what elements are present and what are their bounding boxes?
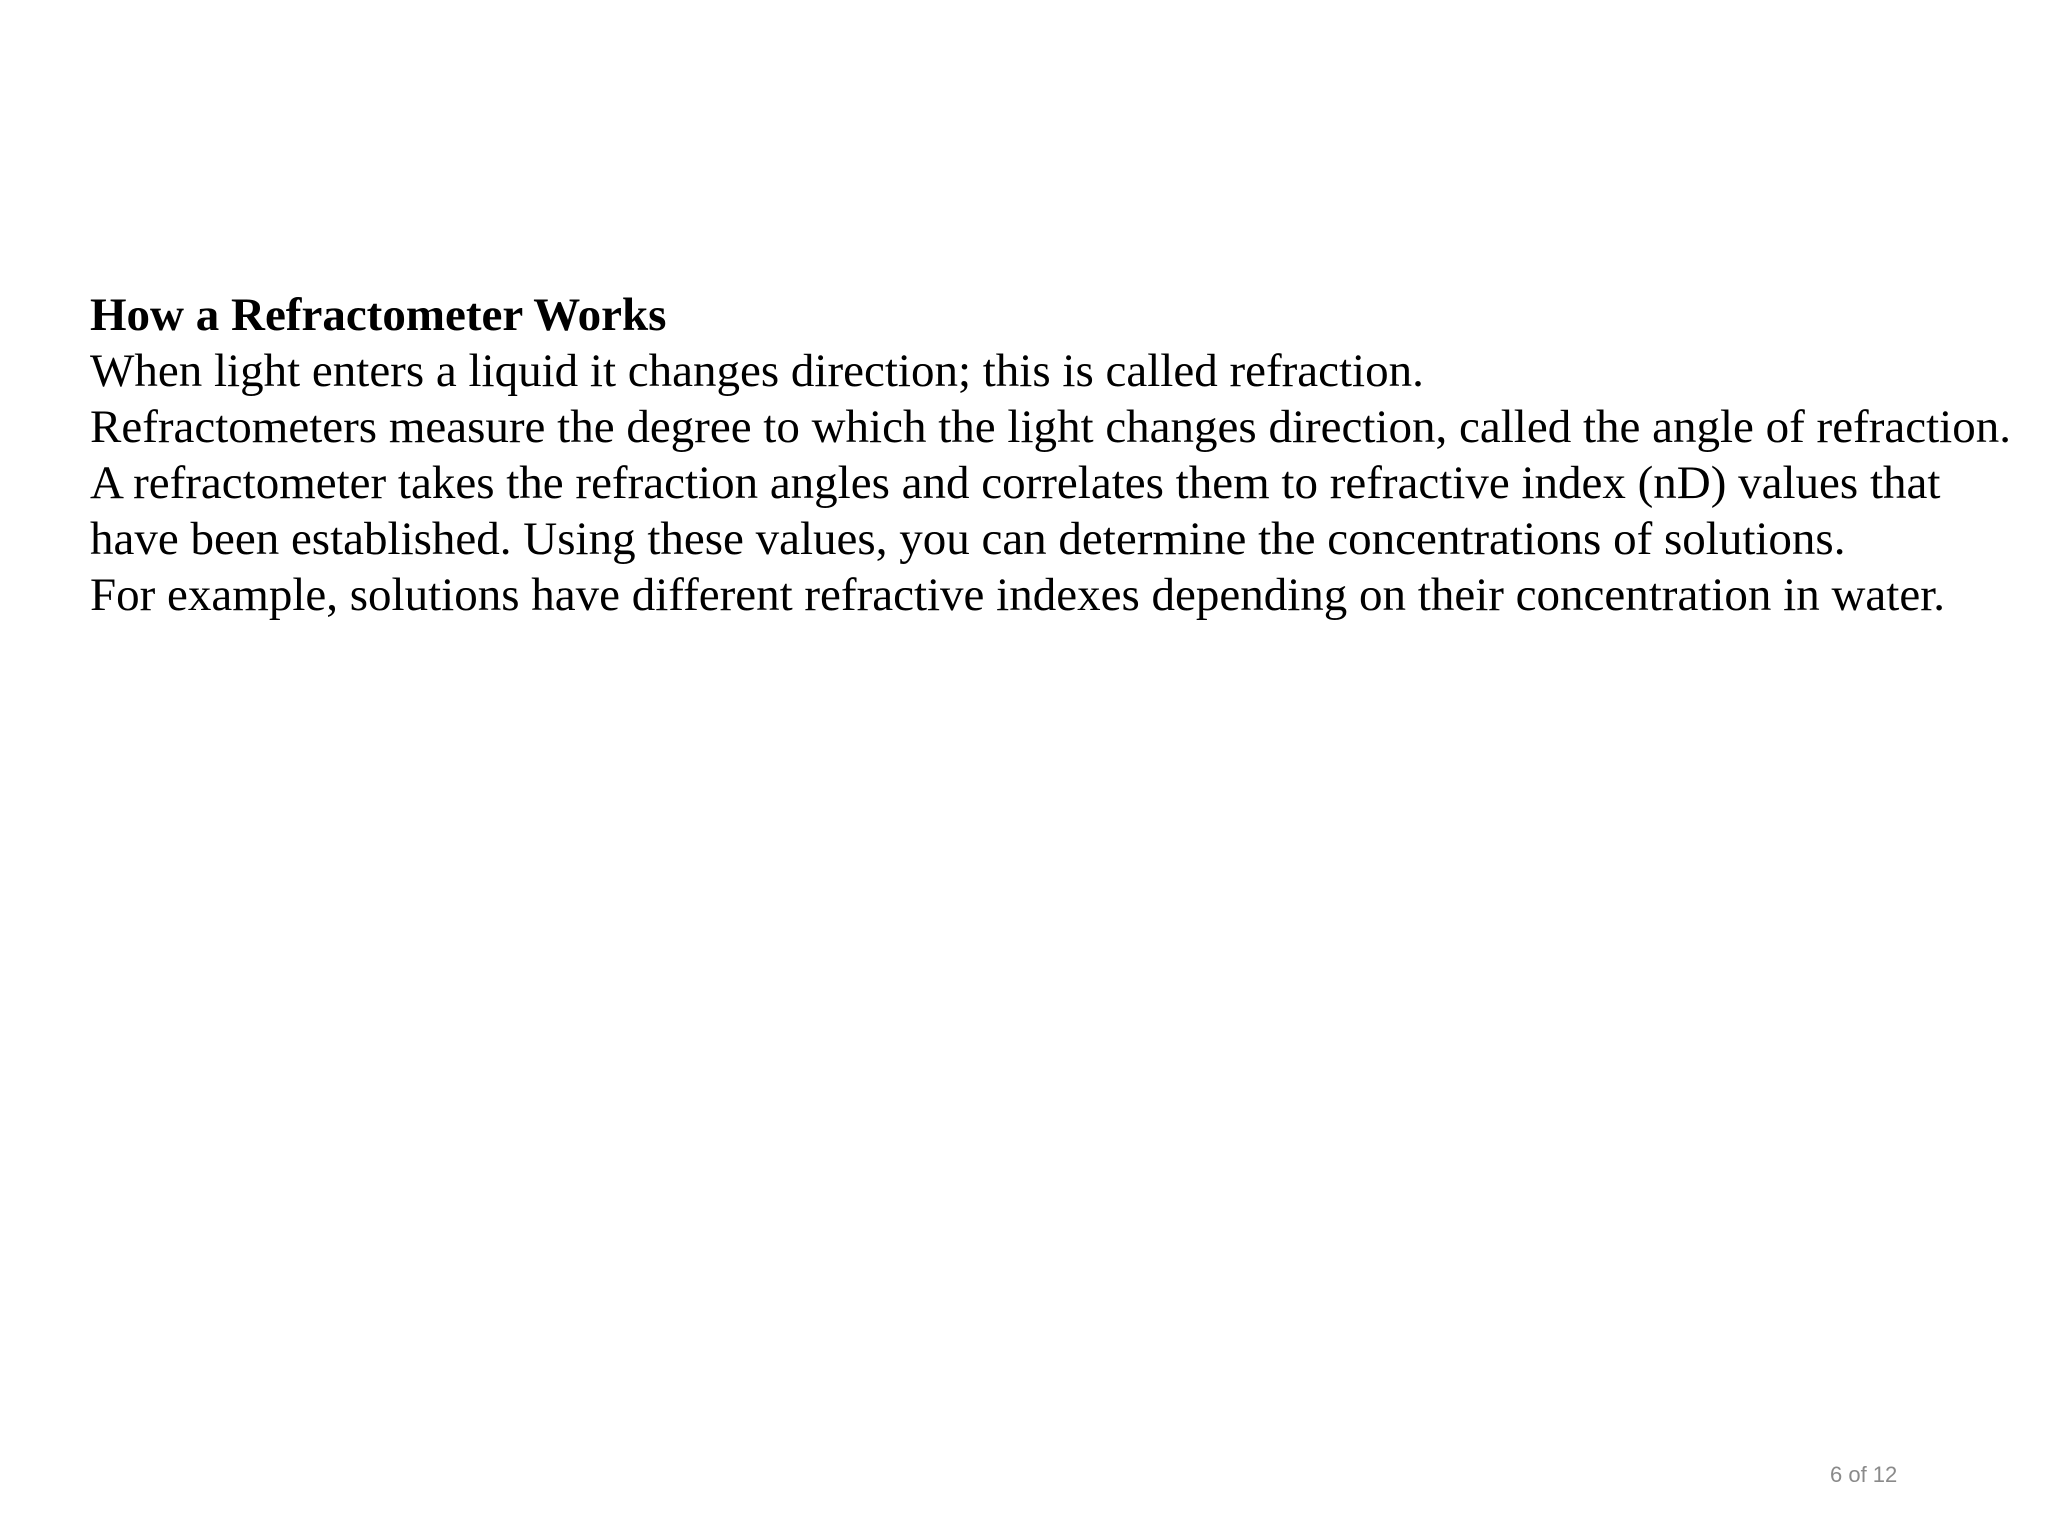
section-heading: How a Refractometer Works: [90, 289, 667, 341]
page-content: [90, 287, 2020, 623]
paragraph-refraction-definition: When light enters a liquid it changes direction; this is called refraction.: [90, 345, 1424, 397]
page-number: 6 of 12: [1830, 1462, 1898, 1487]
paragraph-refractometer-function: Refractometers measure the degree to which the light changes direction, called the angle of refraction. A refractometer takes the refraction angles and correlates them to refractive index (nD) values that have been established. Using these values, you can determine the concentrations of solutions.: [90, 401, 2011, 565]
paragraph-example: For example, solutions have different refractive indexes depending on their concentration in water.: [90, 569, 1946, 621]
